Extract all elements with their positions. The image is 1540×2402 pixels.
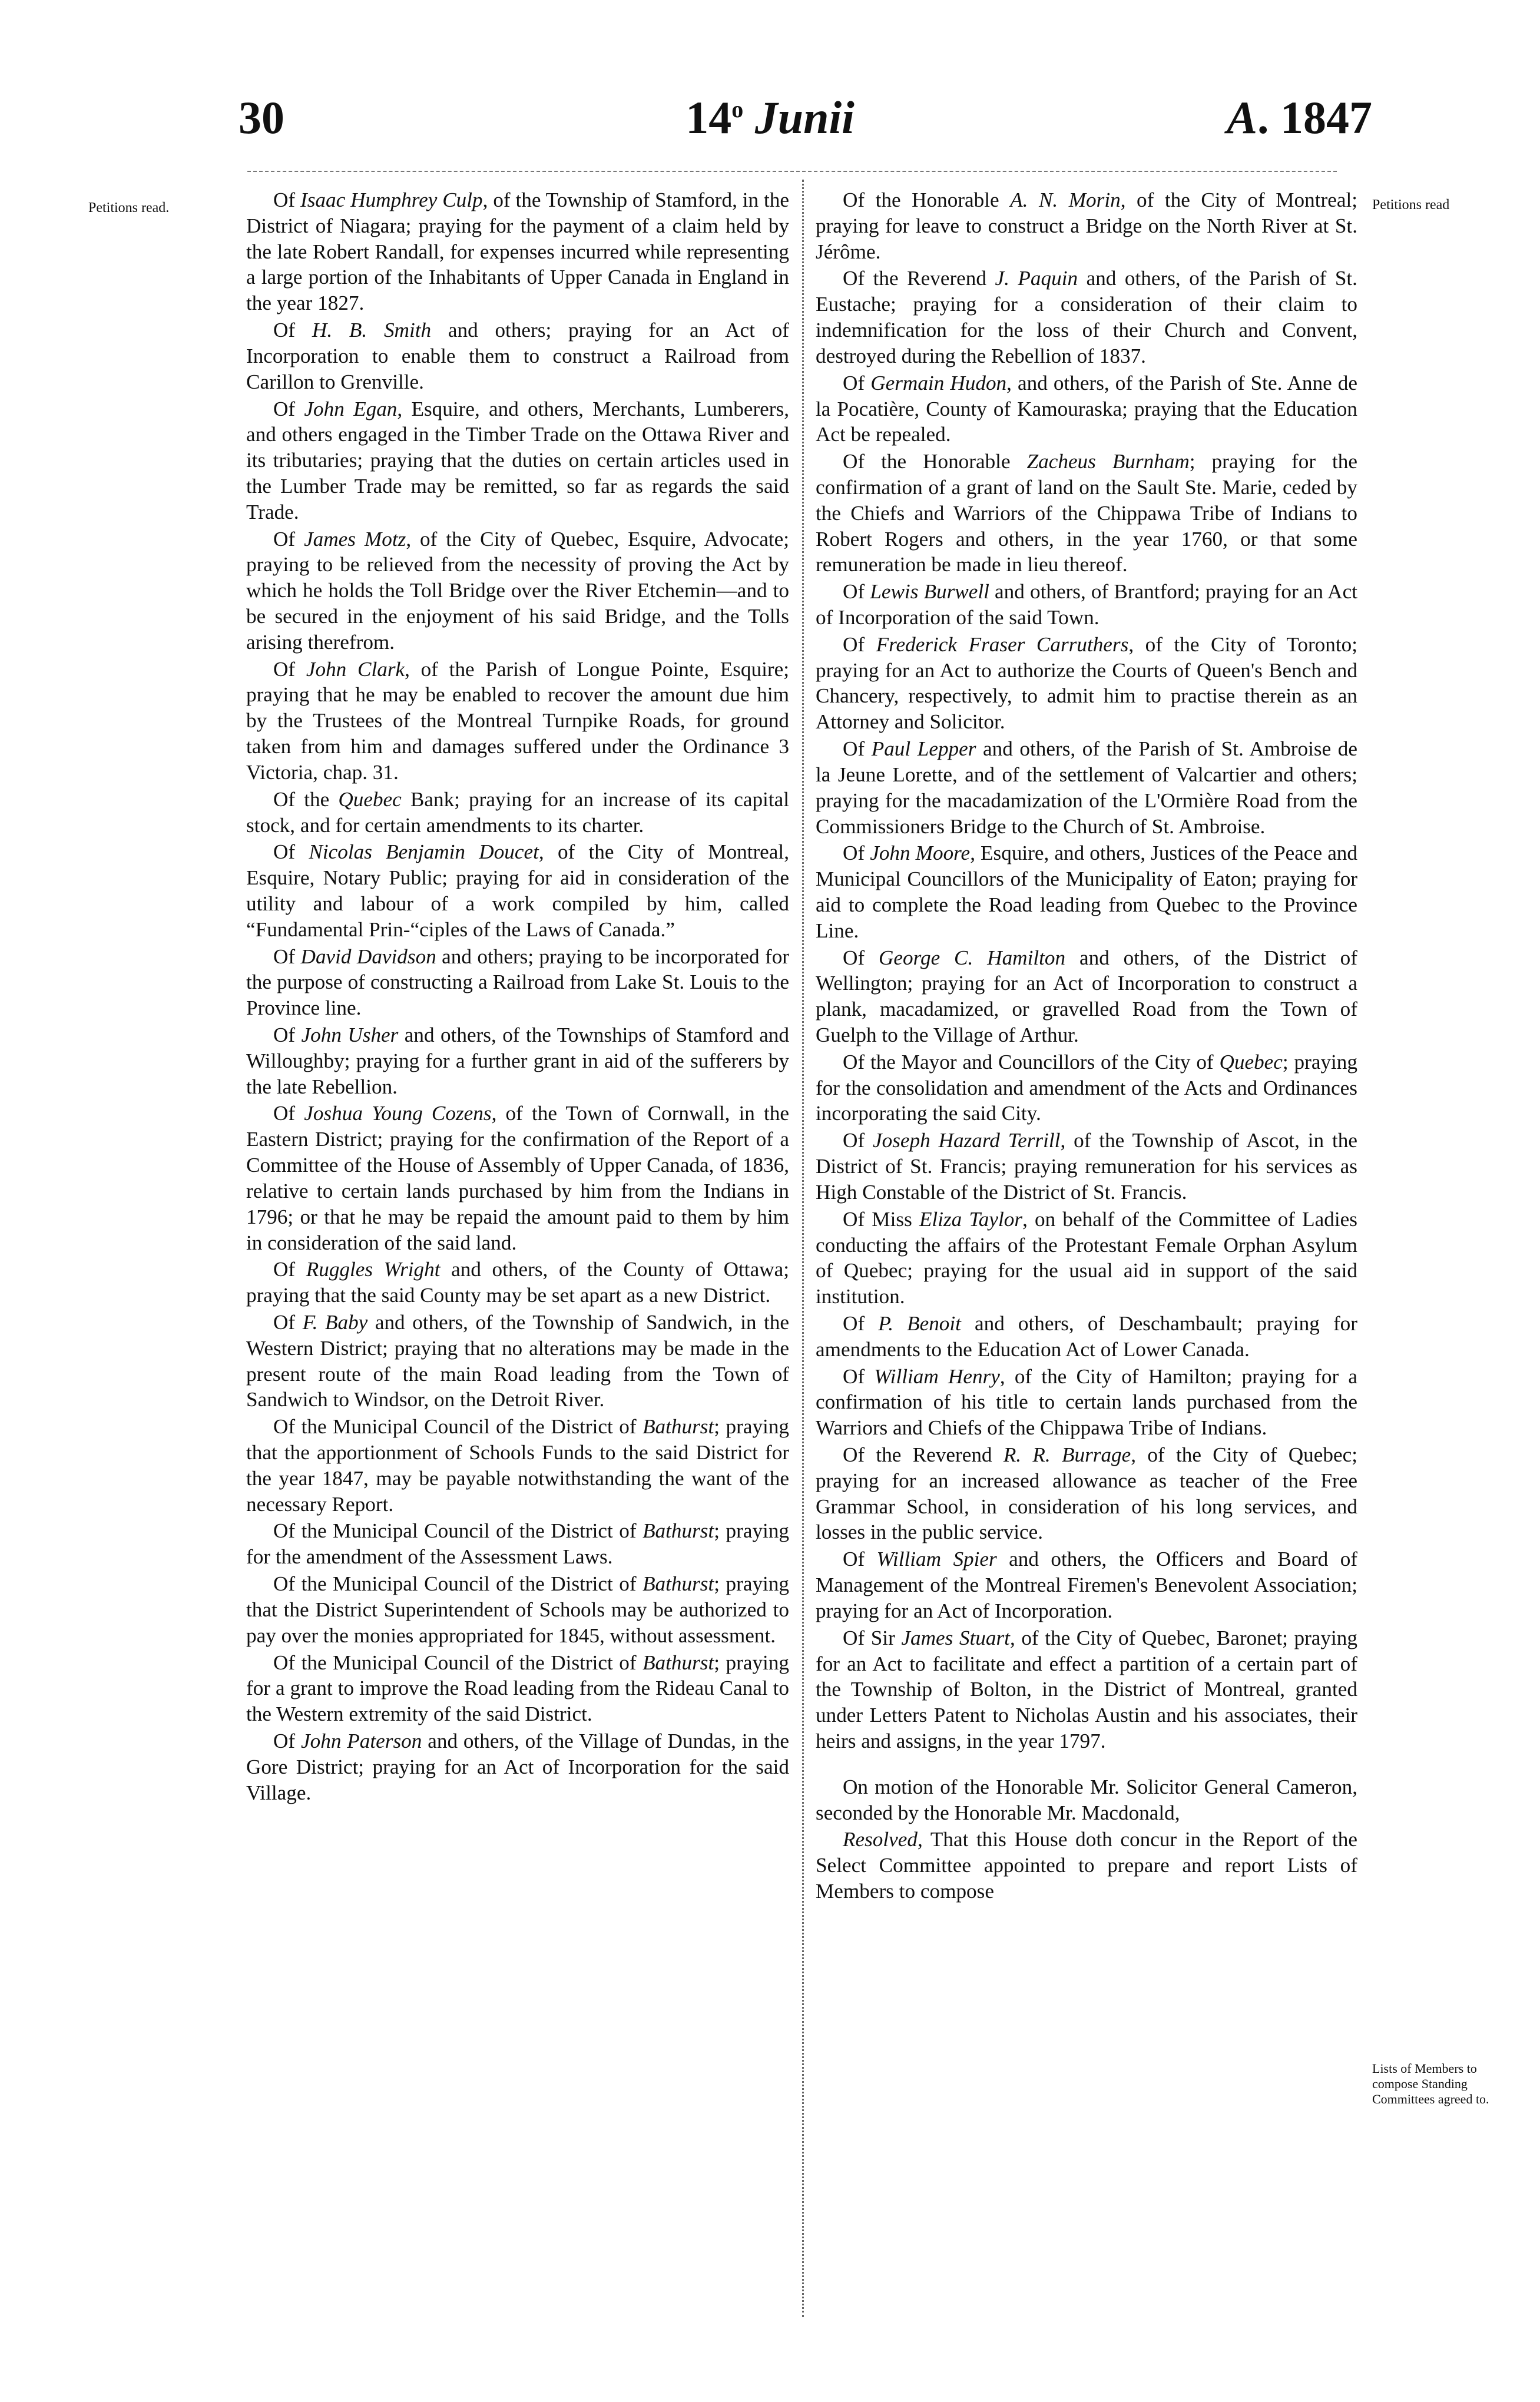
- petition-paragraph: [816, 187, 1357, 264]
- petition-paragraph: [816, 736, 1357, 839]
- right-column: [816, 187, 1357, 1906]
- petition-paragraph: [246, 787, 789, 839]
- petition-paragraph: [246, 1310, 789, 1413]
- petitioner-name: James Motz: [304, 527, 406, 551]
- petition-text: , of the City of Montreal, Esquire, Notary Public; praying for aid in consideration of the utility and labour of a work compiled by him, called “Fundamental Prin-“ciples of the Laws of Canada.”: [246, 840, 789, 941]
- petition-prefix: Of: [273, 319, 312, 342]
- margin-note-petitions-left: Petitions read.: [88, 200, 170, 216]
- petition-paragraph: [816, 266, 1357, 369]
- date-month: Junii: [754, 92, 855, 143]
- petitioner-name: J. Paquin: [995, 267, 1078, 290]
- petitioner-name: John Clark: [306, 657, 405, 681]
- petition-text: , of the City of Hamilton; praying for a confirmation of his title to certain lands purchased from the Warriors and Chiefs of the Chippawa Tribe of Indians.: [816, 1364, 1357, 1440]
- petition-prefix: Of the Reverend: [843, 267, 995, 290]
- petition-paragraph: [246, 657, 789, 786]
- left-column: [246, 187, 789, 1807]
- petition-text: ; praying that the apportionment of Schools Funds to the said District for the year 1847, may be payable notwithstanding the want of the necessary Report.: [246, 1415, 790, 1516]
- petitioner-name: William Henry: [874, 1364, 1000, 1388]
- petition-paragraph: [246, 1414, 789, 1517]
- petitioner-name: Frederick Fraser Carruthers: [876, 632, 1129, 656]
- petitioner-name: Zacheus Burnham: [1026, 450, 1190, 473]
- petition-prefix: Of the Municipal Council of the District of: [273, 1415, 643, 1439]
- petition-text: and others, of Deschambault; praying for amendments to the Education Act of Lower Canada.: [816, 1311, 1357, 1361]
- petition-paragraph: [816, 945, 1357, 1048]
- petition-prefix: Of the Honorable: [843, 188, 1011, 211]
- petition-paragraph: [816, 1625, 1357, 1754]
- petition-text: and others, of the County of Ottawa; praying that the said County may be set apart as a new District.: [246, 1258, 789, 1307]
- petition-prefix: Of: [273, 1258, 306, 1281]
- petition-paragraph: [816, 1207, 1357, 1310]
- petitioner-name: Quebec: [1219, 1050, 1283, 1074]
- petition-prefix: Of: [843, 1548, 877, 1571]
- resolved-paragraph: [816, 1827, 1357, 1904]
- petitioner-name: Germain Hudon: [870, 371, 1007, 395]
- petition-paragraph: [246, 396, 789, 525]
- petitioner-name: Isaac Humphrey Culp: [300, 188, 483, 211]
- petitioner-name: William Spier: [876, 1548, 997, 1571]
- petition-prefix: Of the Municipal Council of the District of: [273, 1651, 643, 1674]
- petitioner-name: John Paterson: [301, 1729, 422, 1752]
- petition-paragraph: [246, 944, 789, 1021]
- margin-note-standing-committees: Lists of Members to compose Standing Committees agreed to.: [1372, 2061, 1489, 2106]
- petition-text: and others; praying for an Act of Incorporation to enable them to construct a Railroad from Carillon to Grenville.: [246, 319, 789, 393]
- petition-text: and others, of the Parish of St. Eustache; praying for a consideration of their claim to indemnification for the loss of their Church and Convent, destroyed during the Rebellion of 1837.: [816, 267, 1357, 367]
- petition-text: and others, of the Parish of St. Ambroise de la Jeune Lorette, and of the settlement of Valcartier and others; praying for the macadamization of the L'Ormière Road from the Commissioners Bridge to the Church of St. Ambroise.: [816, 737, 1357, 838]
- petition-text: and others, the Officers and Board of Management of the Montreal Firemen's Benevolent Association; praying for an Act of Incorporation.: [816, 1548, 1358, 1622]
- date-day: 14: [685, 92, 732, 143]
- petition-paragraph: [816, 579, 1357, 631]
- petition-prefix: Of: [273, 527, 304, 551]
- petitioner-name: John Egan: [304, 397, 398, 420]
- petition-paragraph: [816, 1049, 1357, 1127]
- petition-prefix: Of: [273, 188, 301, 211]
- petition-prefix: Of the: [273, 787, 339, 811]
- petition-prefix: Of: [273, 657, 306, 681]
- petitioner-name: H. B. Smith: [312, 319, 432, 342]
- petitioner-name: George C. Hamilton: [878, 946, 1066, 969]
- petition-prefix: Of: [843, 737, 872, 761]
- petition-text: ; praying for a grant to improve the Road leading from the Rideau Canal to the Western extremity of the said District.: [246, 1651, 790, 1726]
- petition-paragraph: [816, 840, 1357, 943]
- page-year: A. 1847: [1226, 92, 1372, 143]
- year: 1847: [1280, 92, 1372, 143]
- petition-prefix: Of Miss: [843, 1207, 919, 1231]
- right-petitions: [816, 187, 1357, 1754]
- petition-paragraph: [246, 317, 789, 395]
- petition-prefix: Of the Mayor and Councillors of the City of: [843, 1050, 1220, 1074]
- petition-prefix: Of: [843, 632, 876, 656]
- petitioner-name: Bathurst: [643, 1415, 714, 1439]
- petition-text: , Esquire, and others, Justices of the Peace and Municipal Councillors of the Municipality of Eaton; praying for aid to complete the Road leading from Quebec to the Province Line.: [816, 841, 1357, 942]
- petition-prefix: Of: [273, 945, 301, 968]
- petition-paragraph: [816, 370, 1357, 448]
- petition-prefix: Of: [273, 1310, 303, 1334]
- date-superscript: o: [731, 96, 744, 122]
- petition-text: ; praying that the District Superintendent of Schools may be authorized to pay over the monies appropriated for 1845, without assessment.: [246, 1572, 790, 1647]
- petition-text: and others; praying to be incorporated for the purpose of constructing a Railroad from Lake St. Louis to the Province line.: [246, 945, 790, 1020]
- petition-text: , and others, of the Parish of Ste. Anne de la Pocatière, County of Kamouraska; praying that the Education Act be repealed.: [816, 371, 1357, 446]
- petition-paragraph: [246, 526, 789, 655]
- petition-paragraph: [246, 1518, 789, 1570]
- petition-text: , of the City of Quebec, Baronet; praying for an Act to facilitate and effect a partition of a certain part of the Township of Bolton, in the District of Montreal, granted under Letters Patent to Nicholas Austin and his associates, their heirs and assigns, in the year 1797.: [816, 1626, 1357, 1752]
- page-number: 30: [239, 92, 284, 143]
- petitioner-name: John Moore: [870, 841, 971, 865]
- petition-text: ; praying for the confirmation of a grant of land on the Sault Ste. Marie, ceded by the Chiefs and Warriors of the Chippawa Tribe of Indians to Robert Rogers and others, in the year 1760, or that some remuneration be made in lieu thereof.: [816, 450, 1357, 577]
- resolved-text: That this House doth concur in the Report of the Select Committee appointed to prepare and report Lists of Members to compose: [816, 1828, 1357, 1903]
- petitioner-name: F. Baby: [302, 1310, 368, 1334]
- petition-text: , of the City of Quebec; praying for an increased allowance as teacher of the Free Grammar School, in consideration of his long services, and losses in the public service.: [816, 1443, 1357, 1544]
- petition-text: , of the City of Toronto; praying for an Act to authorize the Courts of Queen's Bench and Chancery, respectively, to admit him to practise therein as an Attorney and Solicitor.: [816, 632, 1357, 734]
- petitioner-name: Bathurst: [643, 1651, 714, 1674]
- column-divider: [802, 180, 804, 2317]
- petition-prefix: Of: [273, 1102, 304, 1125]
- petitioner-name: Bathurst: [643, 1572, 714, 1596]
- petition-prefix: Of: [843, 371, 871, 395]
- petition-text: and others, of Brantford; praying for an Act of Incorporation of the said Town.: [816, 580, 1357, 629]
- petitioner-name: Ruggles Wright: [306, 1258, 441, 1281]
- petition-prefix: Of Sir: [843, 1626, 902, 1649]
- petition-prefix: Of: [273, 840, 309, 864]
- petition-text: , of the Township of Ascot, in the District of St. Francis; praying remuneration for his services as High Constable of the District of St. Francis.: [816, 1129, 1357, 1204]
- petition-prefix: Of the Municipal Council of the District of: [273, 1572, 643, 1596]
- petitioner-name: Eliza Taylor: [919, 1207, 1023, 1231]
- petition-text: , of the Town of Cornwall, in the Eastern District; praying for the confirmation of the Report of a Committee of the House of Assembly of Upper Canada, of 1836, relative to certain lands purchased by him from the Indians in 1796; or that he may be repaid the amount paid to them by him in consideration of the said land.: [246, 1102, 789, 1254]
- petitioner-name: James Stuart: [901, 1626, 1010, 1649]
- petition-prefix: Of: [843, 946, 879, 969]
- petition-prefix: Of the Reverend: [843, 1443, 1004, 1466]
- petitioner-name: Nicolas Benjamin Doucet: [309, 840, 539, 864]
- petition-paragraph: [246, 1571, 789, 1648]
- petition-paragraph: [816, 1364, 1357, 1441]
- petition-paragraph: [246, 1650, 789, 1727]
- petition-text: , Esquire, and others, Merchants, Lumberers, and others engaged in the Timber Trade on the Ottawa River and its tributaries; praying that the duties on certain articles used in the Lumber Trade may be remitted, so far as regards the said Trade.: [246, 397, 789, 524]
- petitioner-name: Paul Lepper: [871, 737, 976, 761]
- petition-paragraph: [816, 1128, 1357, 1205]
- petition-text: , on behalf of the Committee of Ladies conducting the affairs of the Protestant Female Orphan Asylum of Quebec; praying for the usual aid in support of the said institution.: [816, 1207, 1357, 1308]
- petition-paragraph: [246, 839, 789, 942]
- petition-prefix: Of: [843, 1364, 875, 1388]
- petition-paragraph: [246, 1101, 789, 1255]
- petition-paragraph: [816, 1311, 1357, 1363]
- petition-paragraph: [816, 449, 1357, 578]
- petition-text: , of the Township of Stamford, in the District of Niagara; praying for the payment of a claim held by the late Robert Randall, for expenses incurred while representing a large portion of the Inhabitants of Upper Canada in England in the year 1827.: [246, 188, 789, 315]
- petition-prefix: Of: [843, 580, 870, 604]
- petition-text: , of the City of Quebec, Esquire, Advocate; praying to be relieved from the necessity of proving the Act by which he holds the Toll Bridge over the River Etchemin—and to be secured in the enjoyment of his said Bridge, and the Tolls arising therefrom.: [246, 527, 790, 654]
- petition-prefix: Of: [843, 1311, 879, 1335]
- petition-paragraph: [816, 1442, 1357, 1545]
- petitioner-name: Quebec: [338, 787, 402, 811]
- petition-text: ; praying for the amendment of the Assessment Laws.: [246, 1519, 790, 1569]
- petition-text: , of the Parish of Longue Pointe, Esquire; praying that he may be enabled to recover the amount due him by the Trustees of the Montreal Turnpike Roads, for ground taken from him and damages suffered under the Ordinance 3 Victoria, chap. 31.: [246, 657, 789, 784]
- petition-paragraph: [816, 632, 1357, 735]
- motion-paragraph: On motion of the Honorable Mr. Solicitor General Cameron, seconded by the Honorable Mr. Macdonald,: [816, 1775, 1357, 1824]
- petition-prefix: Of: [273, 1023, 302, 1046]
- petitioner-name: R. R. Burrage: [1003, 1443, 1131, 1466]
- petition-paragraph: [246, 1257, 789, 1308]
- margin-note-petitions-right: Petitions read: [1372, 197, 1450, 213]
- petition-paragraph: [246, 1022, 789, 1099]
- petitioner-name: John Usher: [301, 1023, 399, 1046]
- resolved-label: Resolved,: [843, 1828, 923, 1851]
- petitioner-name: David Davidson: [300, 945, 436, 968]
- petition-prefix: Of: [843, 1129, 873, 1152]
- petitioner-name: P. Benoit: [878, 1311, 961, 1335]
- petition-paragraph: [246, 187, 789, 316]
- petition-prefix: Of the Municipal Council of the District of: [273, 1519, 643, 1543]
- date-era: A: [1226, 92, 1257, 143]
- petition-prefix: Of: [843, 841, 870, 865]
- petition-text: ; praying for the consolidation and amendment of the Acts and Ordinances incorporating the said City.: [816, 1050, 1357, 1125]
- petition-prefix: Of: [273, 397, 304, 420]
- petitioner-name: Bathurst: [643, 1519, 714, 1543]
- petition-text: and others, of the District of Wellington; praying for an Act of Incorporation to construct a plank, macadamized, or gravelled Road from the Town of Guelph to the Village of Arthur.: [816, 946, 1357, 1046]
- petition-paragraph: [246, 1728, 789, 1805]
- header-rule: [247, 171, 1337, 172]
- petition-prefix: Of the Honorable: [843, 450, 1027, 473]
- petition-prefix: Of: [273, 1729, 302, 1752]
- petition-text: and others, of the Village of Dundas, in the Gore District; praying for an Act of Incorporation for the said Village.: [246, 1729, 789, 1804]
- petitioner-name: A. N. Morin: [1010, 188, 1121, 211]
- petition-text: and others, of the Townships of Stamford and Willoughby; praying for a further grant in aid of the sufferers by the late Rebellion.: [246, 1023, 789, 1098]
- petition-text: Bank; praying for an increase of its capital stock, and for certain amendments to its charter.: [246, 787, 789, 837]
- petition-text: , of the City of Montreal; praying for leave to construct a Bridge on the North River at St. Jérôme.: [816, 188, 1358, 263]
- petitioner-name: Joshua Young Cozens: [304, 1102, 492, 1125]
- petition-text: and others, of the Township of Sandwich, in the Western District; praying that no alterations may be made in the present route of the main Road leading from the Town of Sandwich to Windsor, on the Detroit River.: [246, 1310, 789, 1412]
- petitioner-name: Lewis Burwell: [870, 580, 989, 604]
- petition-paragraph: [816, 1546, 1357, 1624]
- petitioner-name: Joseph Hazard Terrill: [873, 1129, 1061, 1152]
